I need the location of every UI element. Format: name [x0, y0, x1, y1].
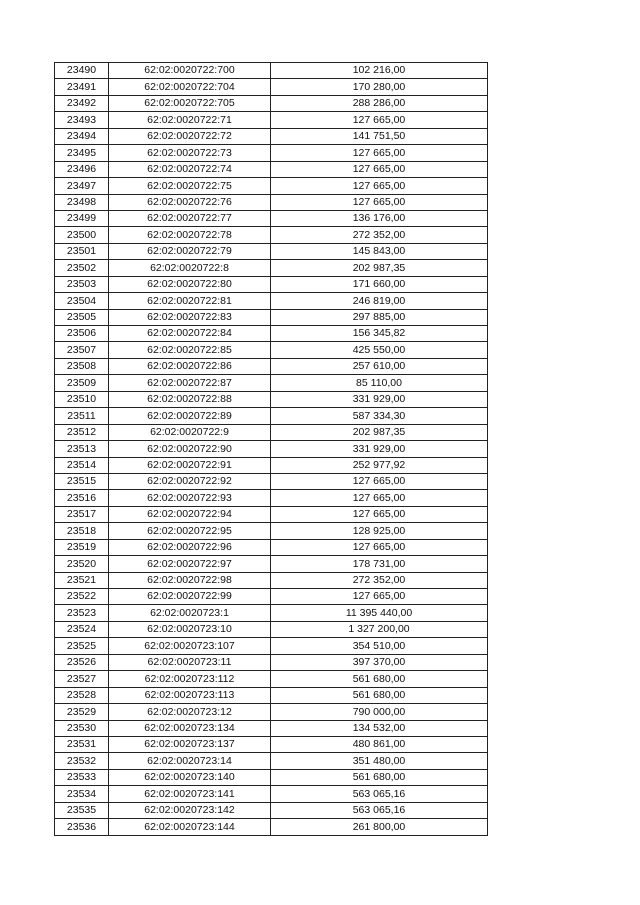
- cadastral-value-cell: 127 665,00: [271, 145, 488, 161]
- table-row: [55, 79, 488, 95]
- table-row: [55, 375, 488, 391]
- cadastral-number-cell: 62:02:0020722:73: [109, 145, 271, 161]
- cadastral-value-cell: 790 000,00: [271, 704, 488, 720]
- row-number-cell: 23526: [55, 654, 109, 670]
- cadastral-value-cell: 127 665,00: [271, 539, 488, 555]
- cadastral-number-cell: 62:02:0020722:76: [109, 194, 271, 210]
- table-row: [55, 227, 488, 243]
- cadastral-number-cell: 62:02:0020722:92: [109, 473, 271, 489]
- row-number-cell: 23534: [55, 786, 109, 802]
- table-row: [55, 194, 488, 210]
- row-number-cell: 23518: [55, 523, 109, 539]
- cadastral-value-cell: 102 216,00: [271, 63, 488, 79]
- row-number-cell: 23495: [55, 145, 109, 161]
- row-number-cell: 23490: [55, 63, 109, 79]
- table-row: [55, 145, 488, 161]
- cadastral-value-cell: 272 352,00: [271, 227, 488, 243]
- cadastral-number-cell: 62:02:0020722:91: [109, 457, 271, 473]
- table-row: [55, 605, 488, 621]
- table-row: [55, 769, 488, 785]
- cadastral-value-cell: 127 665,00: [271, 506, 488, 522]
- cadastral-value-cell: 331 929,00: [271, 441, 488, 457]
- cadastral-value-cell: 127 665,00: [271, 161, 488, 177]
- table-row: [55, 128, 488, 144]
- table-row: [55, 63, 488, 79]
- row-number-cell: 23503: [55, 276, 109, 292]
- cadastral-value-cell: 272 352,00: [271, 572, 488, 588]
- cadastral-value-cell: 563 065,16: [271, 786, 488, 802]
- cadastral-number-cell: 62:02:0020723:10: [109, 621, 271, 637]
- row-number-cell: 23496: [55, 161, 109, 177]
- cadastral-number-cell: 62:02:0020723:1: [109, 605, 271, 621]
- row-number-cell: 23492: [55, 95, 109, 111]
- cadastral-number-cell: 62:02:0020722:80: [109, 276, 271, 292]
- cadastral-value-cell: 127 665,00: [271, 490, 488, 506]
- cadastral-number-cell: 62:02:0020723:12: [109, 704, 271, 720]
- row-number-cell: 23513: [55, 441, 109, 457]
- row-number-cell: 23525: [55, 638, 109, 654]
- table-row: [55, 95, 488, 111]
- table-row: [55, 260, 488, 276]
- table-row: [55, 243, 488, 259]
- cadastral-number-cell: 62:02:0020722:75: [109, 178, 271, 194]
- cadastral-value-cell: 85 110,00: [271, 375, 488, 391]
- cadastral-number-cell: 62:02:0020722:71: [109, 112, 271, 128]
- cadastral-value-cell: 170 280,00: [271, 79, 488, 95]
- cadastral-number-cell: 62:02:0020722:77: [109, 210, 271, 226]
- row-number-cell: 23508: [55, 358, 109, 374]
- row-number-cell: 23533: [55, 769, 109, 785]
- table-row: [55, 441, 488, 457]
- table-row: [55, 342, 488, 358]
- table-row: [55, 736, 488, 752]
- table-row: [55, 523, 488, 539]
- cadastral-value-cell: 127 665,00: [271, 589, 488, 605]
- table-body: [55, 63, 488, 836]
- cadastral-value-cell: 127 665,00: [271, 112, 488, 128]
- row-number-cell: 23498: [55, 194, 109, 210]
- table-row: [55, 539, 488, 555]
- row-number-cell: 23493: [55, 112, 109, 128]
- cadastral-number-cell: 62:02:0020722:700: [109, 63, 271, 79]
- row-number-cell: 23506: [55, 326, 109, 342]
- cadastral-value-cell: 480 861,00: [271, 736, 488, 752]
- cadastral-number-cell: 62:02:0020722:85: [109, 342, 271, 358]
- table-row: [55, 326, 488, 342]
- table-row: [55, 802, 488, 818]
- cadastral-value-table: [54, 62, 488, 836]
- row-number-cell: 23512: [55, 424, 109, 440]
- row-number-cell: 23494: [55, 128, 109, 144]
- cadastral-value-cell: 561 680,00: [271, 687, 488, 703]
- cadastral-number-cell: 62:02:0020722:97: [109, 556, 271, 572]
- table-row: [55, 490, 488, 506]
- cadastral-number-cell: 62:02:0020723:113: [109, 687, 271, 703]
- row-number-cell: 23530: [55, 720, 109, 736]
- cadastral-value-cell: 288 286,00: [271, 95, 488, 111]
- row-number-cell: 23509: [55, 375, 109, 391]
- row-number-cell: 23532: [55, 753, 109, 769]
- cadastral-value-cell: 141 751,50: [271, 128, 488, 144]
- cadastral-value-cell: 425 550,00: [271, 342, 488, 358]
- row-number-cell: 23523: [55, 605, 109, 621]
- cadastral-value-cell: 202 987,35: [271, 260, 488, 276]
- row-number-cell: 23522: [55, 589, 109, 605]
- row-number-cell: 23514: [55, 457, 109, 473]
- cadastral-number-cell: 62:02:0020722:84: [109, 326, 271, 342]
- table-row: [55, 786, 488, 802]
- table-row: [55, 293, 488, 309]
- table-row: [55, 178, 488, 194]
- cadastral-number-cell: 62:02:0020723:134: [109, 720, 271, 736]
- table-row: [55, 457, 488, 473]
- cadastral-value-cell: 11 395 440,00: [271, 605, 488, 621]
- cadastral-value-cell: 127 665,00: [271, 473, 488, 489]
- cadastral-number-cell: 62:02:0020722:95: [109, 523, 271, 539]
- row-number-cell: 23491: [55, 79, 109, 95]
- cadastral-value-cell: 257 610,00: [271, 358, 488, 374]
- table-row: [55, 819, 488, 835]
- cadastral-number-cell: 62:02:0020722:83: [109, 309, 271, 325]
- cadastral-number-cell: 62:02:0020722:81: [109, 293, 271, 309]
- table-row: [55, 753, 488, 769]
- row-number-cell: 23507: [55, 342, 109, 358]
- cadastral-number-cell: 62:02:0020722:74: [109, 161, 271, 177]
- cadastral-number-cell: 62:02:0020722:98: [109, 572, 271, 588]
- table-row: [55, 638, 488, 654]
- table-row: [55, 408, 488, 424]
- cadastral-value-cell: 331 929,00: [271, 391, 488, 407]
- cadastral-number-cell: 62:02:0020722:88: [109, 391, 271, 407]
- row-number-cell: 23511: [55, 408, 109, 424]
- cadastral-value-cell: 261 800,00: [271, 819, 488, 835]
- table-row: [55, 309, 488, 325]
- cadastral-number-cell: 62:02:0020722:93: [109, 490, 271, 506]
- cadastral-value-cell: 297 885,00: [271, 309, 488, 325]
- table-row: [55, 720, 488, 736]
- cadastral-value-cell: 127 665,00: [271, 178, 488, 194]
- table-row: [55, 358, 488, 374]
- cadastral-value-cell: 587 334,30: [271, 408, 488, 424]
- cadastral-value-cell: 171 660,00: [271, 276, 488, 292]
- row-number-cell: 23500: [55, 227, 109, 243]
- table-row: [55, 654, 488, 670]
- table-row: [55, 556, 488, 572]
- cadastral-number-cell: 62:02:0020722:704: [109, 79, 271, 95]
- table-row: [55, 704, 488, 720]
- row-number-cell: 23521: [55, 572, 109, 588]
- cadastral-number-cell: 62:02:0020723:140: [109, 769, 271, 785]
- table-row: [55, 572, 488, 588]
- table-row: [55, 112, 488, 128]
- row-number-cell: 23528: [55, 687, 109, 703]
- row-number-cell: 23515: [55, 473, 109, 489]
- cadastral-number-cell: 62:02:0020722:96: [109, 539, 271, 555]
- cadastral-number-cell: 62:02:0020722:8: [109, 260, 271, 276]
- cadastral-number-cell: 62:02:0020723:144: [109, 819, 271, 835]
- row-number-cell: 23505: [55, 309, 109, 325]
- cadastral-value-cell: 1 327 200,00: [271, 621, 488, 637]
- row-number-cell: 23529: [55, 704, 109, 720]
- row-number-cell: 23497: [55, 178, 109, 194]
- cadastral-value-cell: 128 925,00: [271, 523, 488, 539]
- row-number-cell: 23516: [55, 490, 109, 506]
- table-row: [55, 473, 488, 489]
- row-number-cell: 23502: [55, 260, 109, 276]
- cadastral-number-cell: 62:02:0020723:14: [109, 753, 271, 769]
- row-number-cell: 23499: [55, 210, 109, 226]
- cadastral-value-cell: 351 480,00: [271, 753, 488, 769]
- table-row: [55, 621, 488, 637]
- row-number-cell: 23517: [55, 506, 109, 522]
- cadastral-number-cell: 62:02:0020722:99: [109, 589, 271, 605]
- cadastral-value-cell: 252 977,92: [271, 457, 488, 473]
- cadastral-number-cell: 62:02:0020723:11: [109, 654, 271, 670]
- cadastral-value-cell: 178 731,00: [271, 556, 488, 572]
- row-number-cell: 23519: [55, 539, 109, 555]
- table-row: [55, 687, 488, 703]
- table-row: [55, 424, 488, 440]
- cadastral-value-cell: 136 176,00: [271, 210, 488, 226]
- cadastral-number-cell: 62:02:0020723:112: [109, 671, 271, 687]
- cadastral-number-cell: 62:02:0020723:142: [109, 802, 271, 818]
- cadastral-value-cell: 145 843,00: [271, 243, 488, 259]
- cadastral-number-cell: 62:02:0020722:89: [109, 408, 271, 424]
- row-number-cell: 23504: [55, 293, 109, 309]
- cadastral-value-cell: 127 665,00: [271, 194, 488, 210]
- row-number-cell: 23501: [55, 243, 109, 259]
- row-number-cell: 23524: [55, 621, 109, 637]
- cadastral-number-cell: 62:02:0020722:87: [109, 375, 271, 391]
- row-number-cell: 23510: [55, 391, 109, 407]
- cadastral-value-cell: 246 819,00: [271, 293, 488, 309]
- cadastral-value-cell: 563 065,16: [271, 802, 488, 818]
- cadastral-value-cell: 134 532,00: [271, 720, 488, 736]
- cadastral-value-cell: 561 680,00: [271, 671, 488, 687]
- cadastral-value-cell: 397 370,00: [271, 654, 488, 670]
- table-row: [55, 506, 488, 522]
- cadastral-number-cell: 62:02:0020722:90: [109, 441, 271, 457]
- cadastral-value-cell: 156 345,82: [271, 326, 488, 342]
- cadastral-number-cell: 62:02:0020722:78: [109, 227, 271, 243]
- row-number-cell: 23536: [55, 819, 109, 835]
- cadastral-number-cell: 62:02:0020723:141: [109, 786, 271, 802]
- table-row: [55, 210, 488, 226]
- cadastral-number-cell: 62:02:0020723:107: [109, 638, 271, 654]
- row-number-cell: 23535: [55, 802, 109, 818]
- table-row: [55, 391, 488, 407]
- table-row: [55, 276, 488, 292]
- cadastral-number-cell: 62:02:0020722:705: [109, 95, 271, 111]
- table-row: [55, 671, 488, 687]
- cadastral-number-cell: 62:02:0020723:137: [109, 736, 271, 752]
- cadastral-value-cell: 561 680,00: [271, 769, 488, 785]
- cadastral-number-cell: 62:02:0020722:86: [109, 358, 271, 374]
- cadastral-value-cell: 202 987,35: [271, 424, 488, 440]
- row-number-cell: 23527: [55, 671, 109, 687]
- row-number-cell: 23531: [55, 736, 109, 752]
- cadastral-number-cell: 62:02:0020722:9: [109, 424, 271, 440]
- cadastral-number-cell: 62:02:0020722:94: [109, 506, 271, 522]
- table-row: [55, 161, 488, 177]
- table-row: [55, 589, 488, 605]
- row-number-cell: 23520: [55, 556, 109, 572]
- cadastral-number-cell: 62:02:0020722:79: [109, 243, 271, 259]
- cadastral-value-cell: 354 510,00: [271, 638, 488, 654]
- cadastral-number-cell: 62:02:0020722:72: [109, 128, 271, 144]
